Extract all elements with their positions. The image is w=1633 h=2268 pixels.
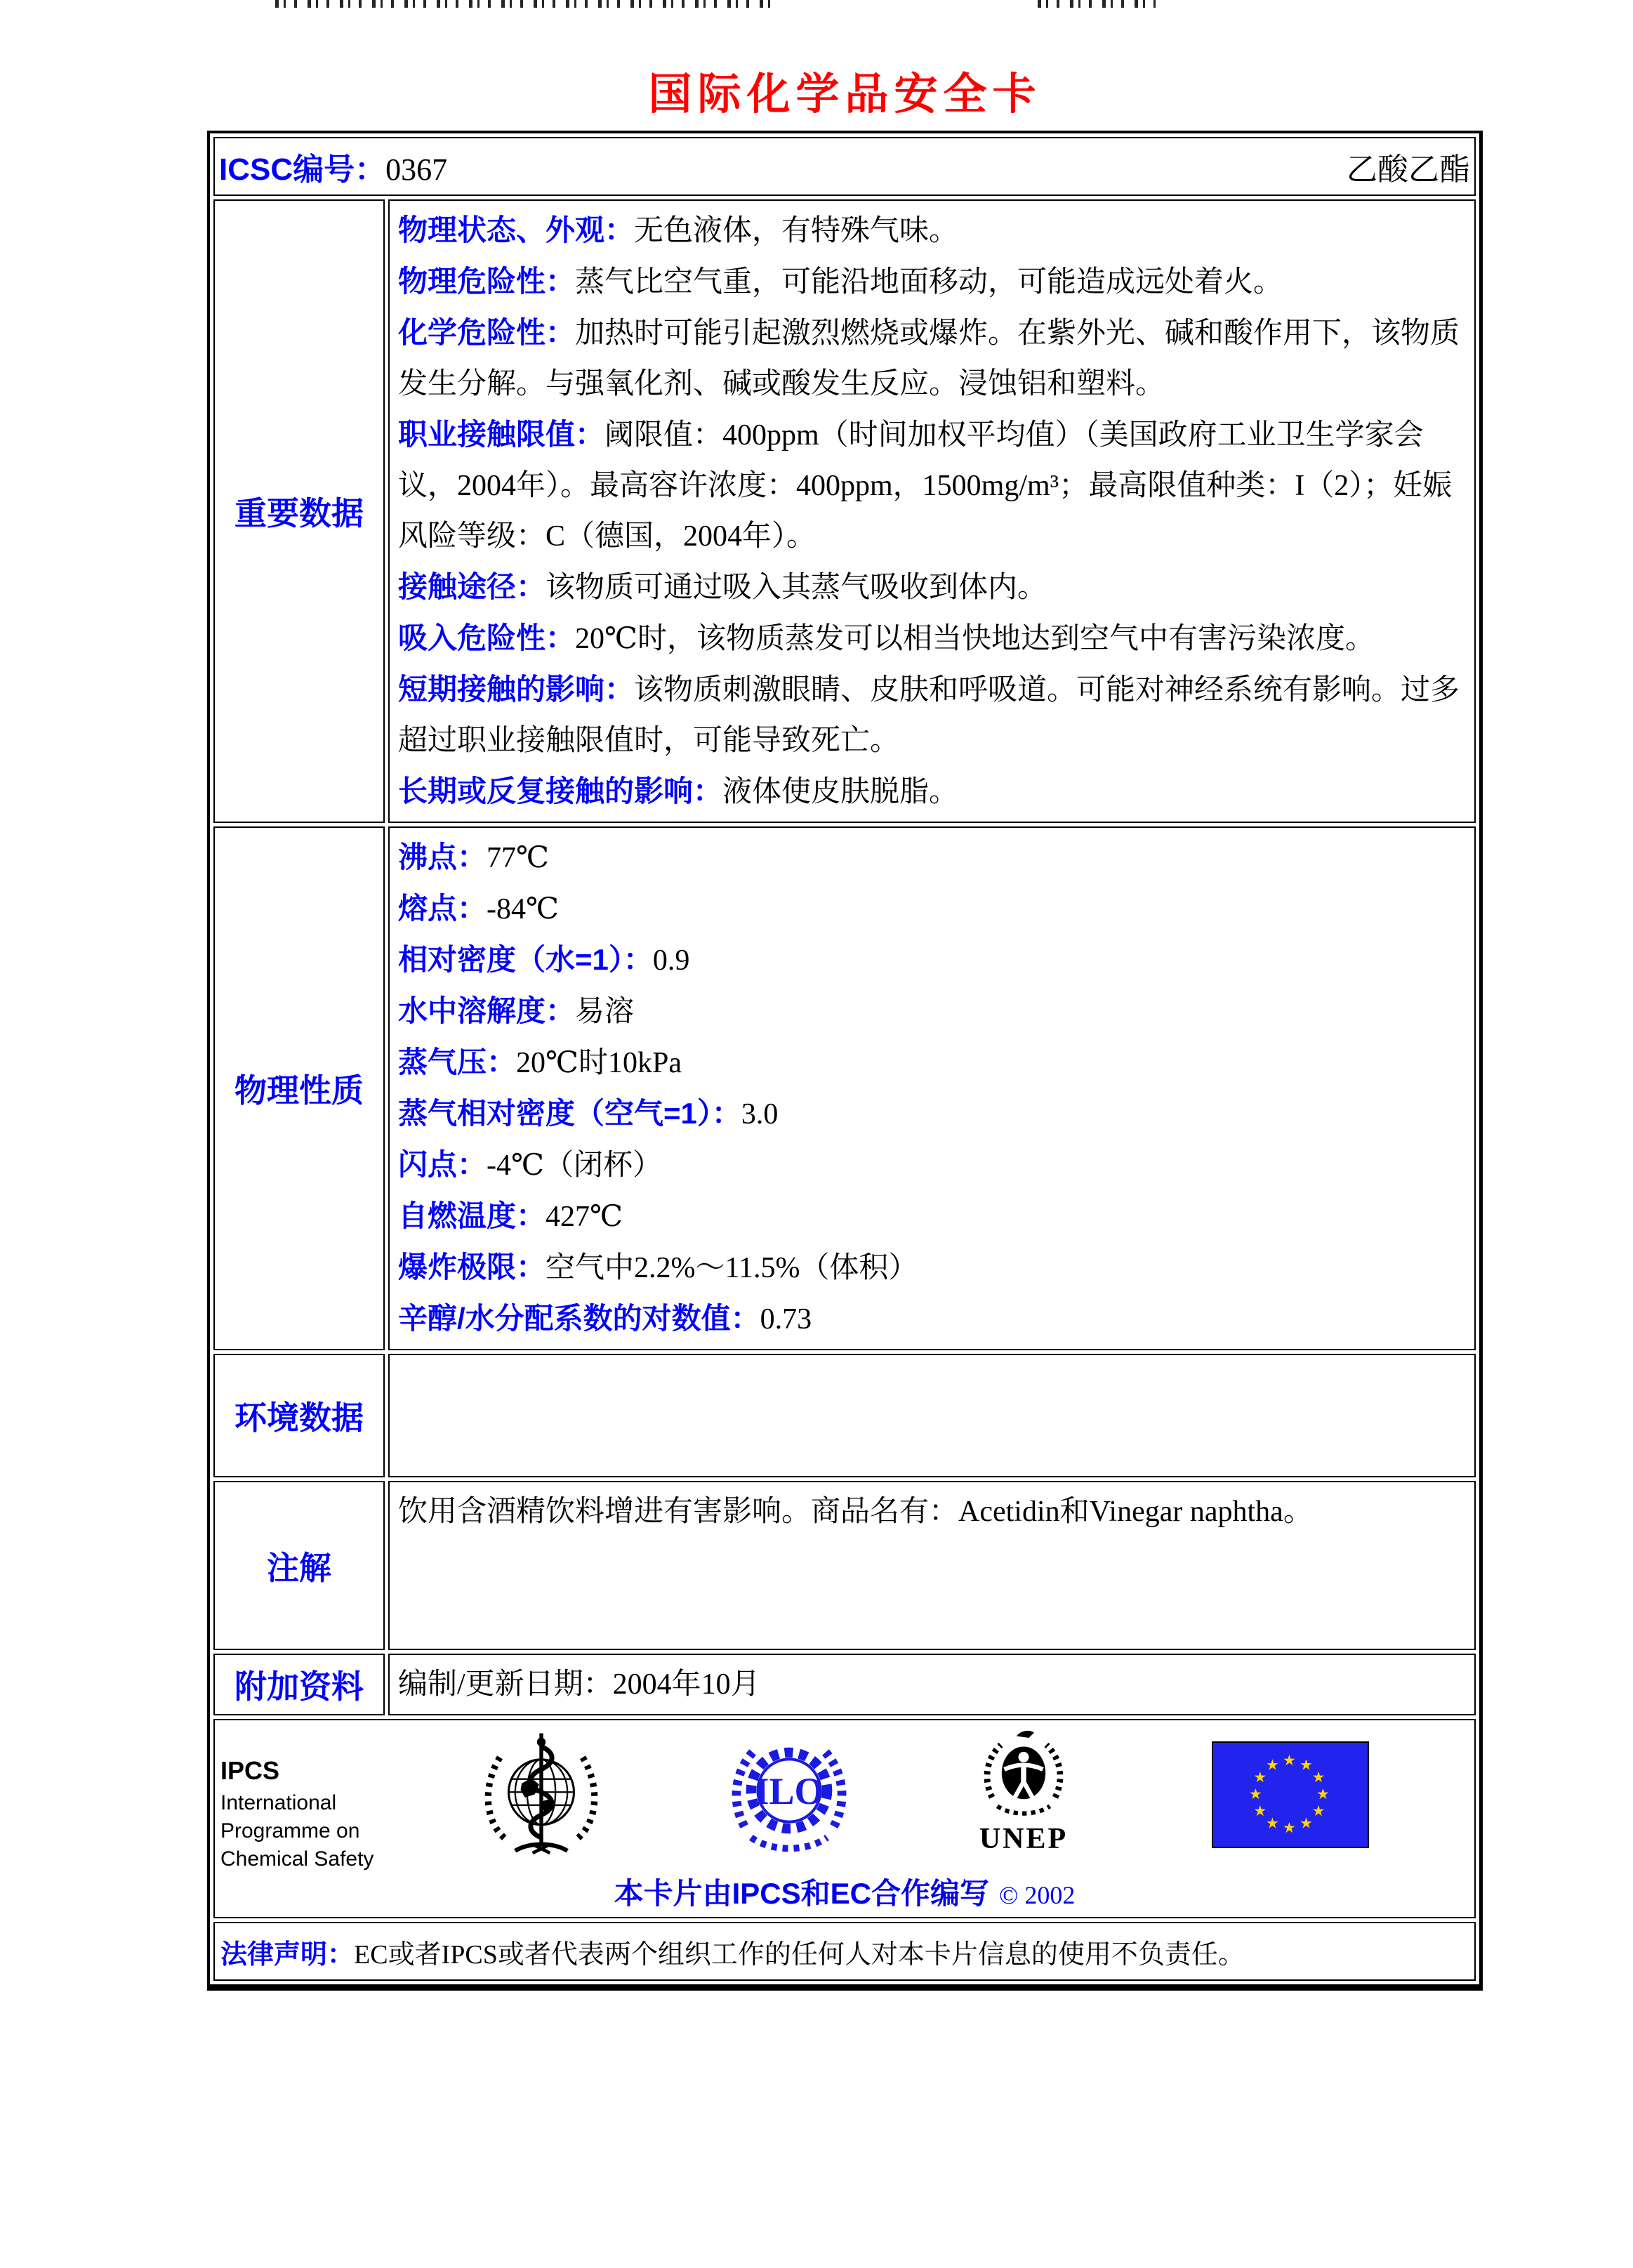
property-value: 0.73 xyxy=(760,1303,812,1336)
section-label-additional-info: 附加资料 xyxy=(213,1654,385,1715)
ipcs-line: Chemical Safety xyxy=(220,1847,374,1871)
property-line xyxy=(398,1140,1465,1191)
icsc-number-label: ICSC编号： xyxy=(219,152,386,187)
property-label: 辛醇/水分配系数的对数值： xyxy=(398,1302,760,1335)
property-label: 自燃温度： xyxy=(398,1199,546,1232)
ipcs-line: International xyxy=(220,1791,337,1814)
physical-properties-row xyxy=(213,826,1476,1350)
logos-cell xyxy=(213,1719,1476,1918)
additional-info-row xyxy=(213,1654,1476,1715)
ipcs-line: Programme on xyxy=(220,1819,360,1842)
page-title: 国际化学品安全卡 xyxy=(648,70,1042,119)
section-label-environmental-data: 环境数据 xyxy=(213,1354,385,1477)
icsc-number xyxy=(219,144,447,189)
field-value: 该物质刺激眼睛、皮肤和呼吸道。可能对神经系统有影响。过多超过职业接触限值时，可能导致死亡。 xyxy=(398,674,1460,757)
data-paragraph xyxy=(398,766,1465,817)
physical-properties-content xyxy=(388,826,1476,1350)
clipped-header-fragment xyxy=(1038,0,1156,8)
property-value: 0.9 xyxy=(652,944,690,977)
property-label: 蒸气压： xyxy=(398,1046,517,1079)
section-label-physical-properties: 物理性质 xyxy=(213,826,385,1350)
ilo-logo-icon xyxy=(722,1730,857,1857)
important-data-row xyxy=(213,199,1476,823)
property-value: 77℃ xyxy=(487,842,549,874)
data-paragraph xyxy=(398,613,1465,664)
physical-properties-list xyxy=(398,832,1465,1345)
legal-cell xyxy=(213,1922,1476,1981)
property-value: -84℃ xyxy=(487,893,559,925)
property-label: 相对密度（水=1）： xyxy=(398,943,653,976)
property-label: 水中溶解度： xyxy=(398,994,576,1027)
environmental-data-row xyxy=(213,1354,1476,1477)
field-label: 短期接触的影响： xyxy=(398,673,635,706)
field-label: 长期或反复接触的影响： xyxy=(398,774,723,807)
property-label: 熔点： xyxy=(398,892,487,925)
logos-row xyxy=(213,1719,1476,1918)
property-label: 爆炸极限： xyxy=(398,1251,546,1284)
ilo-letters: ILO xyxy=(754,1770,824,1813)
property-line xyxy=(398,935,1465,986)
field-label: 接触途径： xyxy=(398,570,546,603)
legal-label: 法律声明： xyxy=(220,1939,355,1970)
data-paragraph xyxy=(398,308,1465,409)
property-line xyxy=(398,986,1465,1037)
field-value: 阈限值：400ppm（时间加权平均值）（美国政府工业卫生学家会议，2004年）。最高容许浓度：400ppm，1500mg/m³；最高限值种类：I（2）；妊娠风险等级：C（德国，2004年）。 xyxy=(398,419,1453,553)
property-value: 20℃时10kPa xyxy=(516,1047,682,1079)
property-line xyxy=(398,1191,1465,1242)
additional-info-content: 编制/更新日期：2004年10月 xyxy=(388,1654,1476,1715)
field-value: 无色液体，有特殊气味。 xyxy=(634,215,959,247)
clipped-header-fragment xyxy=(275,0,775,8)
chemical-name: 乙酸乙酯 xyxy=(1347,152,1470,187)
data-paragraph xyxy=(398,256,1465,308)
notes-row xyxy=(213,1481,1476,1650)
field-value: 20℃时，该物质蒸发可以相当快地达到空气中有害污染浓度。 xyxy=(575,623,1375,655)
property-line xyxy=(398,1242,1465,1293)
notes-content: 饮用含酒精饮料增进有害影响。商品名有：Acetidin和Vinegar naphtha。 xyxy=(388,1481,1476,1650)
property-value: 易溶 xyxy=(575,996,635,1028)
field-value: 液体使皮肤脱脂。 xyxy=(722,776,959,808)
footer-caption xyxy=(215,1871,1474,1913)
card-header-row xyxy=(213,137,1476,196)
field-label: 物理危险性： xyxy=(398,265,576,298)
property-value: 427℃ xyxy=(546,1201,623,1233)
ipcs-text-block xyxy=(220,1757,373,1873)
eu-flag-icon xyxy=(1212,1741,1369,1848)
environmental-data-content xyxy=(388,1354,1476,1477)
property-value: -4℃（闭杯） xyxy=(487,1149,662,1182)
icsc-number-value: 0367 xyxy=(385,152,448,187)
legal-row xyxy=(213,1922,1476,1981)
unep-label: UNEP xyxy=(979,1823,1069,1855)
property-line xyxy=(398,1088,1465,1140)
field-label: 物理状态、外观： xyxy=(398,213,635,246)
who-logo-icon xyxy=(476,1729,607,1866)
important-data-list xyxy=(398,205,1465,817)
caption-text: 本卡片由IPCS和EC合作编写 xyxy=(614,1877,989,1910)
important-data-content xyxy=(388,199,1476,823)
legal-text: EC或者IPCS或者代表两个组织工作的任何人对本卡片信息的使用不负责任。 xyxy=(354,1939,1245,1970)
property-line xyxy=(398,1293,1465,1345)
data-paragraph xyxy=(398,562,1465,613)
data-paragraph xyxy=(398,205,1465,256)
field-value: 加热时可能引起激烈燃烧或爆炸。在紫外光、碱和酸作用下，该物质发生分解。与强氧化剂、碱或酸发生反应。浸蚀铝和塑料。 xyxy=(398,317,1460,400)
copyright-text: © 2002 xyxy=(999,1881,1076,1909)
field-value: 蒸气比空气重，可能沿地面移动，可能造成远处着火。 xyxy=(575,266,1283,298)
property-label: 蒸气相对密度（空气=1）： xyxy=(398,1097,741,1130)
section-label-notes: 注解 xyxy=(213,1481,385,1650)
property-line xyxy=(398,832,1465,883)
card-header-cell xyxy=(213,137,1476,196)
field-label: 化学危险性： xyxy=(398,316,576,349)
property-line xyxy=(398,1037,1465,1088)
property-line xyxy=(398,883,1465,935)
property-value: 空气中2.2%～11.5%（体积） xyxy=(546,1252,918,1284)
icsc-card-table xyxy=(207,131,1483,1991)
field-label: 职业接触限值： xyxy=(398,418,605,451)
unep-logo-block xyxy=(960,1727,1087,1856)
property-label: 闪点： xyxy=(398,1148,487,1181)
ipcs-acronym: IPCS xyxy=(220,1756,280,1785)
field-label: 吸入危险性： xyxy=(398,621,576,654)
data-paragraph xyxy=(398,409,1465,562)
field-value: 该物质可通过吸入其蒸气吸收到体内。 xyxy=(546,572,1047,604)
data-paragraph xyxy=(398,664,1465,766)
property-value: 3.0 xyxy=(741,1098,779,1130)
property-label: 沸点： xyxy=(398,840,487,873)
unep-logo-icon xyxy=(971,1727,1076,1823)
section-label-important-data: 重要数据 xyxy=(213,199,385,823)
